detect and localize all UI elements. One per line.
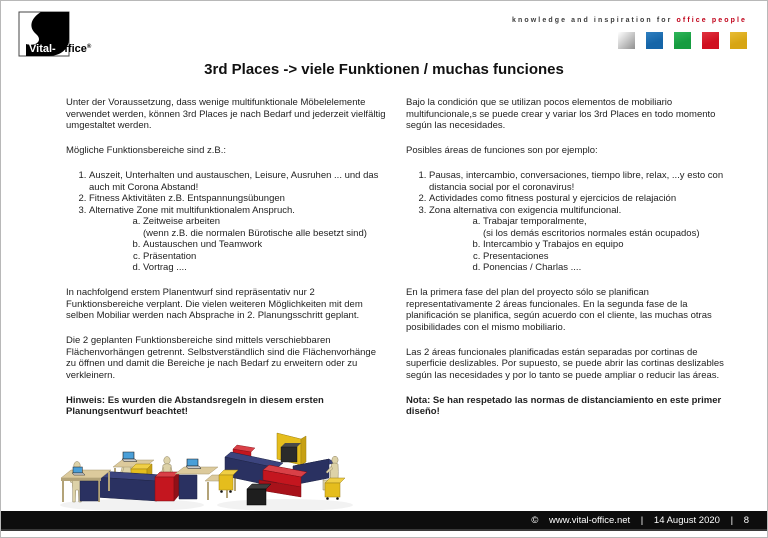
es-paragraph-3: En la primera fase del plan del proyecto sólo se planifican representativamente 2 áreas funcionales. En la segunda fase de la planificación se planifica, según acuerdo con el cliente, las muchas otras posibilidades con el mismo mobiliario. bbox=[406, 287, 712, 333]
footer-date: 14 August 2020 bbox=[653, 515, 720, 526]
red-cabinet bbox=[155, 472, 179, 501]
footer-copyright: © bbox=[531, 515, 539, 526]
de-list-item-3-text: Alternative Zone mit multifunktionalem Anspruch. bbox=[89, 204, 295, 216]
es-sublist-item-d: d. Ponencias / Charlas .... bbox=[483, 262, 734, 274]
brand-tagline bbox=[512, 17, 747, 24]
es-sublist-item-c: c. Presentaciones bbox=[483, 251, 734, 263]
es-paragraph-1: Bajo la condición que se utilizan pocos elementos de mobiliario multifuncionale,s se puede crear y variar los 3rd Places en todo momento según las necesidades. bbox=[406, 97, 716, 131]
brand-square-red bbox=[702, 32, 719, 49]
de-sub-a-line2: (wenn z.B. die normalen Bürotische alle besetzt sind) bbox=[143, 227, 367, 239]
logo-text-vital: Vital- bbox=[29, 43, 56, 55]
laptop-icon bbox=[186, 459, 201, 469]
brand-square-blue bbox=[646, 32, 663, 49]
es-list-item-3 bbox=[429, 205, 734, 274]
de-list-intro: Mögliche Funktionsbereiche sind z.B.: bbox=[66, 145, 226, 156]
brand-color-squares bbox=[618, 32, 747, 49]
brand-square-silver bbox=[618, 32, 635, 49]
de-list-item-2: 2. Fitness Aktivitäten z.B. Entspannungsübungen bbox=[89, 193, 386, 205]
footer-website-link[interactable]: www.vital-office.net bbox=[549, 515, 631, 526]
vital-office-logo-icon bbox=[18, 11, 123, 61]
es-list-item-3-text: Zona alternativa con exigencia multifuncional. bbox=[429, 204, 622, 216]
de-sublist-item-c: c. Präsentation bbox=[143, 251, 386, 263]
de-paragraph-3: In nachfolgend erstem Planentwurf sind repräsentativ nur 2 Funktionsbereiche verplant. Die vielen weiteren Möglichkeiten mit dem selben Mobiliar werden nach Absprache in 2. Planungsschritt geplant. bbox=[66, 287, 363, 321]
svg-text:Vital-Office® bbox=[29, 43, 92, 55]
footer-separator: | bbox=[640, 515, 644, 526]
de-sublist-item-b: b. Austauschen und Teamwork bbox=[143, 239, 386, 251]
es-list-item-1: 1. Pausas, intercambio, conversaciones, tiempo libre, relax, ...y esto con distancia social por el coronavirus! bbox=[429, 170, 734, 193]
de-paragraph-1: Unter der Voraussetzung, dass wenige multifunktionale Möbelelemente verwendet werden, können 3rd Places je nach Bedarf und jederzeit vielfältig umgestaltet werden. bbox=[66, 97, 386, 131]
vital-office-logo bbox=[18, 11, 123, 66]
es-sublist-item-b: b. Intercambio y Trabajos en equipo bbox=[483, 239, 734, 251]
logo-registered-mark: ® bbox=[86, 44, 92, 50]
logo-text-office: Office bbox=[55, 43, 87, 55]
es-sub-a-line2: (si los demás escritorios normales están ocupados) bbox=[483, 227, 700, 239]
content-columns bbox=[66, 97, 734, 431]
de-sublist bbox=[89, 216, 386, 274]
tagline-highlight: office people bbox=[676, 17, 747, 24]
es-sublist-item-a bbox=[483, 216, 734, 239]
es-sub-a-line1: Trabajar temporalmente, bbox=[483, 216, 587, 227]
brand-square-green bbox=[674, 32, 691, 49]
column-german bbox=[66, 97, 386, 431]
de-paragraph-4: Die 2 geplanten Funktionsbereiche sind mittels verschiebbaren Flächenvorhängen getrennt. Selbstverständlich sind die Flächenvorhänge zu öffnen und damit die Bereiche je nach Bedarf zu erweitern oder zu verkleinern. bbox=[66, 335, 377, 381]
footer-bar bbox=[1, 511, 767, 531]
standing-desks-scene bbox=[61, 452, 236, 502]
footer-page-number: 8 bbox=[743, 515, 749, 526]
page-title: 3rd Places -> viele Funktionen / muchas funciones bbox=[204, 61, 564, 78]
es-list-item-2: 2. Actividades como fitness postural y ejercicios de relajación bbox=[429, 193, 734, 205]
es-note-bold: Nota: Se han respetado las normas de distanciamiento en este primer diseño! bbox=[406, 394, 722, 417]
de-sublist-item-d: d. Vortrag .... bbox=[143, 262, 386, 274]
de-sublist-item-a bbox=[143, 216, 386, 239]
tagline-prefix: knowledge and inspiration for bbox=[512, 17, 673, 24]
de-list-item-3 bbox=[89, 205, 386, 274]
brand-square-gold bbox=[730, 32, 747, 49]
footer-separator: | bbox=[730, 515, 734, 526]
de-list-item-1: 1. Auszeit, Unterhalten und austauschen, Leisure, Ausruhen ... und das auch mit Corona Abstand! bbox=[89, 170, 386, 193]
laptop-icon bbox=[122, 452, 137, 462]
right-scene-shadow bbox=[217, 499, 353, 511]
lounge-scene bbox=[219, 433, 345, 505]
furniture-illustration bbox=[57, 425, 359, 515]
es-paragraph-4: Las 2 áreas funcionales planificadas están separadas por cortinas de superficie deslizables. Por supuesto, se puede abrir las cortinas deslizables según las necesidades y por lo tanto se puede ampliar o reducir las áreas. bbox=[406, 346, 724, 381]
es-sublist bbox=[429, 216, 734, 274]
column-spanish bbox=[406, 97, 734, 431]
de-sub-a-line1: Zeitweise arbeiten bbox=[143, 216, 221, 227]
de-function-list bbox=[66, 170, 386, 274]
de-note-bold: Hinweis: Es wurden die Abstandsregeln in diesem ersten Planungsentwurf beachtet! bbox=[66, 394, 324, 417]
es-function-list bbox=[406, 170, 734, 274]
es-list-intro: Posibles áreas de funciones son por ejemplo: bbox=[406, 145, 598, 156]
